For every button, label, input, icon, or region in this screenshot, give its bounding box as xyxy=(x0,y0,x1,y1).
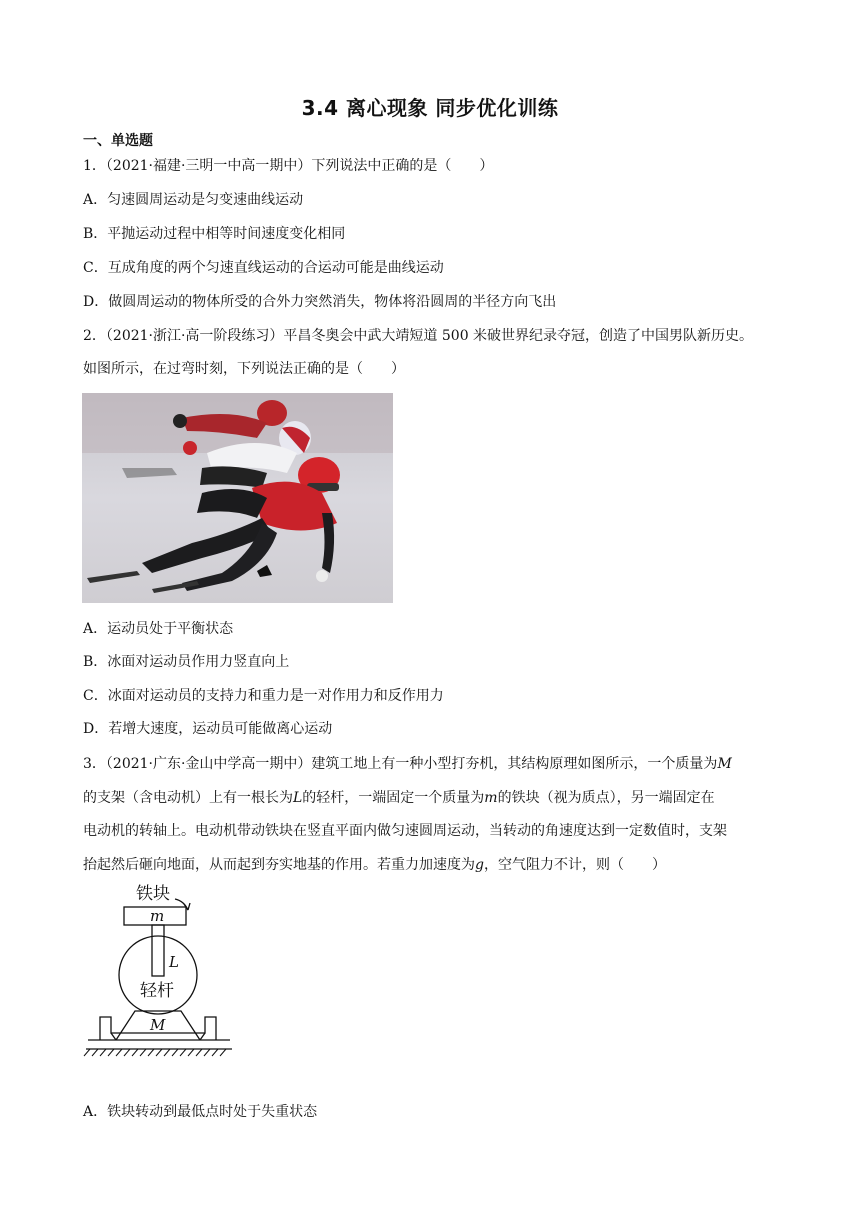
q2-stem-line1: 2．（2021·浙江·高一阶段练习）平昌冬奥会中武大靖短道 500 米破世界纪录夺冠，创造了中国男队新历史。 xyxy=(83,328,754,344)
rammer-diagram xyxy=(80,883,240,1061)
q2-option-c: C．冰面对运动员的支持力和重力是一对作用力和反作用力 xyxy=(83,688,444,704)
q3-stem-line4 xyxy=(83,855,666,875)
q3-text-2c: 的铁块（视为质点），另一端固定在 xyxy=(497,790,715,806)
q3-stem-line2 xyxy=(83,788,715,808)
section-heading: 一、单选题 xyxy=(83,133,153,149)
diagram-label-m: m xyxy=(150,907,165,925)
speed-skating-photo xyxy=(82,393,393,603)
q3-text-4b: ，空气阻力不计，则（ ） xyxy=(483,857,666,873)
q1-option-b: B．平抛运动过程中相等时间速度变化相同 xyxy=(83,226,346,242)
q2-option-b: B．冰面对运动员作用力竖直向上 xyxy=(83,654,290,670)
page-title: 3.4 离心现象 同步优化训练 xyxy=(301,96,559,120)
q2-option-d: D．若增大速度，运动员可能做离心运动 xyxy=(83,721,333,737)
q1-option-a: A．匀速圆周运动是匀变速曲线运动 xyxy=(83,192,304,208)
q1-option-c: C．互成角度的两个匀速直线运动的合运动可能是曲线运动 xyxy=(83,260,444,276)
q3-var-g: g xyxy=(475,857,484,873)
q1-stem: 1．（2021·福建·三明一中高一期中）下列说法中正确的是（ ） xyxy=(83,158,494,174)
q3-text-2b: 的轻杆，一端固定一个质量为 xyxy=(302,790,485,806)
q3-var-L: L xyxy=(293,790,303,806)
q3-stem-line1 xyxy=(83,754,732,774)
diagram-label-rod: 轻杆 xyxy=(140,981,174,1001)
q3-stem-line3: 电动机的转轴上。电动机带动铁块在竖直平面内做匀速圆周运动，当转动的角速度达到一定数值时，支架 xyxy=(83,823,727,839)
q2-stem-line2: 如图所示，在过弯时刻，下列说法正确的是（ ） xyxy=(83,361,405,377)
diagram-label-M: M xyxy=(150,1016,166,1034)
q2-option-a: A．运动员处于平衡状态 xyxy=(83,621,234,637)
q3-option-a: A．铁块转动到最低点时处于失重状态 xyxy=(83,1104,318,1120)
q3-text-1a: 3．（2021·广东·金山中学高一期中）建筑工地上有一种小型打夯机，其结构原理如图所示，一个质量为 xyxy=(83,756,718,772)
q3-text-4a: 抬起然后砸向地面，从而起到夯实地基的作用。若重力加速度为 xyxy=(83,857,475,873)
q3-var-m: m xyxy=(484,790,498,806)
q3-text-2a: 的支架（含电动机）上有一根长为 xyxy=(83,790,293,806)
q1-option-d: D．做圆周运动的物体所受的合外力突然消失，物体将沿圆周的半径方向飞出 xyxy=(83,294,557,310)
diagram-label-block: 铁块 xyxy=(136,884,170,904)
diagram-label-L: L xyxy=(169,953,179,971)
q3-var-M: M xyxy=(717,756,732,772)
